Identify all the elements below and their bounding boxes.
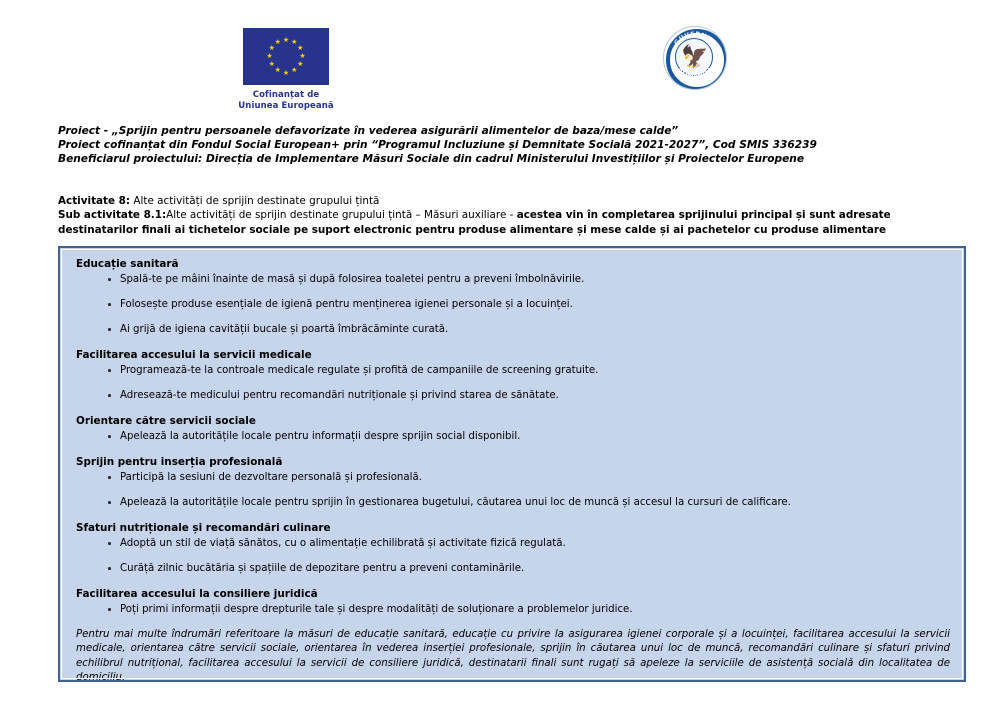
eu-star-icon: ★: [282, 68, 290, 77]
eu-star-icon: ★: [266, 52, 273, 60]
bullet-item: Adresează-te medicului pentru recomandări nutriționale și privind starea de sănătate.: [76, 389, 950, 402]
sub-activity-line: [58, 208, 958, 237]
seal-text-top: GUVERNUL: [673, 30, 717, 47]
section-heading: Facilitarea accesului la servicii medicale: [76, 349, 312, 361]
section-heading: Orientare către servicii sociale: [76, 415, 256, 427]
eu-star-icon: ★: [291, 37, 298, 46]
bullet-item: Programează-te la controale medicale regulate și profită de campaniile de screening gratuite.: [76, 364, 950, 377]
romanian-government-logo-block: [663, 26, 725, 88]
sub-activity-text-regular: Alte activități de sprijin destinate grupului țintă – Măsuri auxiliare -: [166, 209, 517, 222]
eu-caption-line-1: Cofinanțat de: [252, 90, 320, 100]
bullet-item: Adoptă un stil de viață sănătos, cu o alimentație echilibrată și activitate fizică regulată.: [76, 537, 950, 550]
logo-header-strip: [0, 0, 1000, 112]
eu-logo-caption: [228, 90, 344, 112]
bullet-item: Folosește produse esențiale de igienă pentru menținerea igienei personale și a locuinței.: [76, 298, 950, 311]
section-heading: Educație sanitară: [76, 258, 179, 270]
section-heading: Sfaturi nutriționale și recomandări culinare: [76, 522, 331, 534]
closing-note: Pentru mai multe îndrumări referitoare la măsuri de educație sanitară, educație cu privire la asigurarea igienei corporale și a locuinței, facilitarea accesului la servicii medicale, orientarea către servicii sociale, orientarea în vederea inserției profesionale, sprijin în căutarea unui loc de muncă, recomandări culinare și sfaturi privind echilibrul nutrițional, facilitarea accesului la servicii de consiliere juridică, destinatarii finali sunt rugați să apeleze la serviciile de asistență socială din localitatea de domiciliu.: [76, 629, 950, 684]
bullet-item: Ai grijă de igiena cavității bucale și poartă îmbrăcăminte curată.: [76, 323, 950, 336]
eu-star-icon: ★: [274, 37, 281, 46]
section-heading: Facilitarea accesului la consiliere juridică: [76, 588, 318, 600]
measures-sections: [76, 257, 950, 616]
eu-star-icon: ★: [274, 66, 281, 75]
activity-block: [58, 194, 958, 237]
section-bullet-list: [76, 273, 950, 336]
seal-eagle-icon: 🦅: [681, 45, 709, 70]
section-bullet-list: [76, 364, 950, 402]
eu-star-icon: ★: [291, 66, 298, 75]
eu-star-icon: ★: [268, 60, 275, 69]
activity-text: Alte activități de sprijin destinate grupului țintă: [133, 195, 380, 207]
section-heading: Sprijin pentru inserția profesională: [76, 456, 283, 468]
section-bullet-list: [76, 603, 950, 616]
eu-star-icon: ★: [297, 60, 304, 69]
eu-star-icon: ★: [268, 43, 275, 52]
bullet-item: Apelează la autoritățile locale pentru informații despre sprijin social disponibil.: [76, 430, 950, 443]
measures-info-box: [58, 246, 966, 682]
bullet-item: Participă la sesiuni de dezvoltare personală și profesională.: [76, 471, 950, 484]
eu-star-icon: ★: [299, 52, 306, 60]
seal-text-bottom: ROMÂNIEI: [676, 65, 714, 81]
project-header-line-1: Proiect - „Sprijin pentru persoanele defavorizate în vederea asigurării alimentelor de baza/mese calde”: [58, 125, 679, 137]
romanian-government-seal-icon: [663, 26, 727, 90]
section-bullet-list: [76, 537, 950, 575]
seal-text-ring: [664, 27, 726, 89]
bullet-item: Spală-te pe mâini înainte de masă și după folosirea toaletei pentru a preveni îmbolnăvirile.: [76, 273, 950, 286]
project-header-line-2: Proiect cofinanțat din Fondul Social European+ prin “Programul Incluziune și Demnitate Socială 2021-2027”, Cod SMIS 336239: [58, 139, 817, 152]
activity-label: Activitate 8:: [58, 195, 131, 207]
bullet-item: Curăță zilnic bucătăria și spațiile de depozitare pentru a preveni contaminările.: [76, 562, 950, 575]
eu-caption-line-2: Uniunea Europeană: [238, 101, 334, 111]
eu-flag-icon: [243, 28, 329, 85]
activity-line: [58, 194, 958, 208]
project-header-line-3: Beneficiarul proiectului: Direcția de Implementare Măsuri Sociale din cadrul Ministerului Investițiilor și Proiectelor Europene: [58, 153, 805, 166]
section-bullet-list: [76, 430, 950, 443]
bullet-item: Apelează la autoritățile locale pentru sprijin în gestionarea bugetului, căutarea unui loc de muncă și accesul la cursuri de calificare.: [76, 496, 950, 509]
sub-activity-text-bold: acestea vin în completarea sprijinului principal și sunt adresate destinatarilor finali ai tichetelor sociale pe suport electronic pentru produse alimentare și mese calde și ai pachetelor cu produse alimentare: [58, 209, 891, 236]
eu-star-icon: ★: [282, 35, 290, 44]
bullet-item: Poți primi informații despre drepturile tale și despre modalități de soluționare a problemelor juridice.: [76, 603, 950, 616]
sub-activity-label: Sub activitate 8.1:: [58, 209, 167, 222]
project-header: [58, 124, 968, 167]
section-bullet-list: [76, 471, 950, 509]
eu-logo-block: [228, 28, 344, 112]
eu-star-icon: ★: [297, 43, 304, 52]
